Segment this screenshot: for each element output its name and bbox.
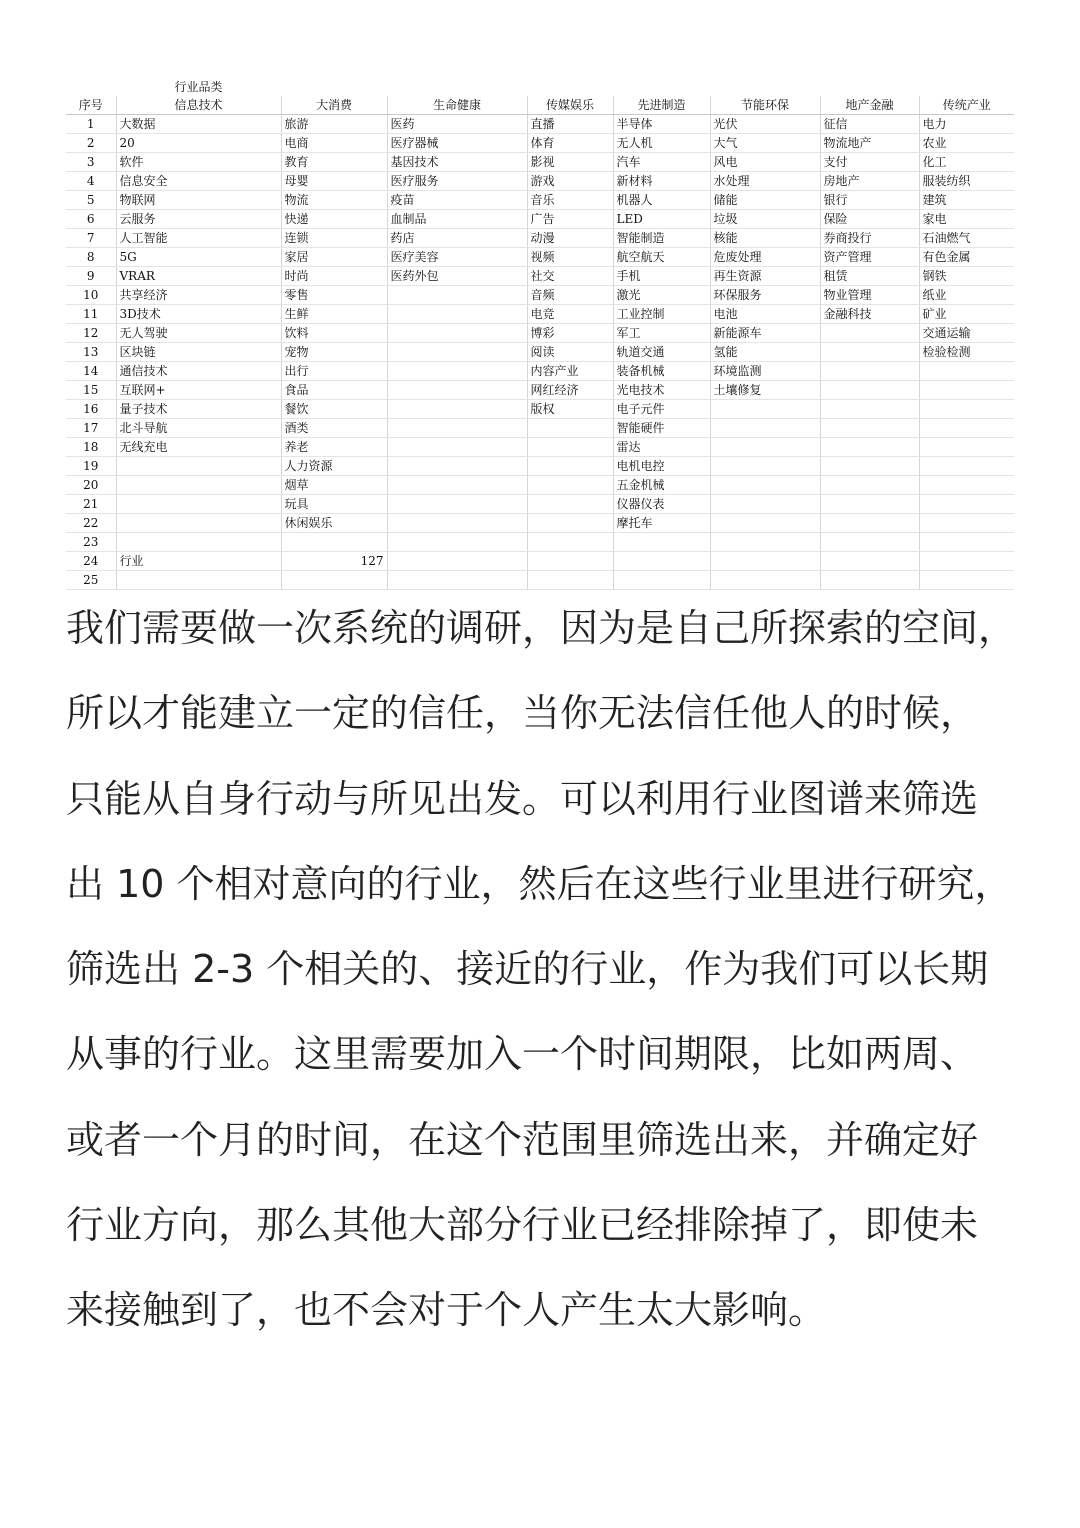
table-cell [527,495,613,514]
table-cell [116,533,281,552]
table-cell [820,381,919,400]
table-cell: 旅游 [281,115,387,134]
table-row [66,267,1014,286]
table-row [66,248,1014,267]
table-cell: 博彩 [527,324,613,343]
table-row [66,457,1014,476]
table-cell: 休闲娱乐 [281,514,387,533]
table-cell [919,400,1014,419]
table-row [66,153,1014,172]
table-cell [919,514,1014,533]
table-cell: 银行 [820,191,919,210]
table-cell: 5G [116,248,281,267]
table-cell: 风电 [710,153,820,172]
table-cell [919,438,1014,457]
super-header-label: 行业品类 [174,80,223,94]
table-cell: 母婴 [281,172,387,191]
table-cell: 量子技术 [116,400,281,419]
table-cell: 连锁 [281,229,387,248]
row-index-cell: 7 [66,229,116,248]
table-row [66,419,1014,438]
row-index-cell: 24 [66,552,116,571]
table-cell: 烟草 [281,476,387,495]
table-cell [820,457,919,476]
table-cell: 人力资源 [281,457,387,476]
table-cell [820,419,919,438]
table-cell [820,476,919,495]
table-cell [527,419,613,438]
table-cell: 房地产 [820,172,919,191]
table-cell: 征信 [820,115,919,134]
table-cell: 饮料 [281,324,387,343]
table-cell: 汽车 [613,153,710,172]
row-index-cell: 19 [66,457,116,476]
row-index-cell: 21 [66,495,116,514]
table-cell: 资产管理 [820,248,919,267]
row-index-cell: 20 [66,476,116,495]
table-cell: 新能源车 [710,324,820,343]
article-line: 出 10 个相对意向的行业，然后在这些行业里进行研究， [66,861,1013,906]
row-index-cell: 4 [66,172,116,191]
table-cell: 有色金属 [919,248,1014,267]
header-cell-media: 传媒娱乐 [527,96,613,115]
table-cell: 音乐 [527,191,613,210]
table-cell: 无人机 [613,134,710,153]
table-cell: 127 [281,552,387,571]
table-cell: 共享经济 [116,286,281,305]
table-cell: 雷达 [613,438,710,457]
table-cell [710,400,820,419]
table-cell: 餐饮 [281,400,387,419]
table-cell: 疫苗 [387,191,527,210]
table-cell: 五金机械 [613,476,710,495]
article-line: 行业方向，那么其他大部分行业已经排除掉了，即使未 [66,1203,979,1248]
table-cell: 时尚 [281,267,387,286]
table-cell [387,286,527,305]
table-cell: 生鲜 [281,305,387,324]
table-row [66,191,1014,210]
table-cell [116,514,281,533]
table-row [66,286,1014,305]
table-cell [527,438,613,457]
table-cell: 版权 [527,400,613,419]
article-line: 我们需要做一次系统的调研，因为是自己所探索的空间， [66,606,1017,650]
article-line: 所以才能建立一定的信任，当你无法信任他人的时候， [66,691,979,736]
table-cell: 药店 [387,229,527,248]
table-cell: 轨道交通 [613,343,710,362]
table-cell [527,514,613,533]
table-row [66,438,1014,457]
row-index-cell: 11 [66,305,116,324]
row-index-cell: 10 [66,286,116,305]
table-cell: 3D技术 [116,305,281,324]
table-cell [919,533,1014,552]
table-cell: 影视 [527,153,613,172]
table-cell [387,476,527,495]
table-row [66,134,1014,153]
table-cell: 快递 [281,210,387,229]
table-cell [710,476,820,495]
table-cell: 养老 [281,438,387,457]
table-cell: 军工 [613,324,710,343]
table-row [66,514,1014,533]
table-row [66,362,1014,381]
table-cell [527,533,613,552]
table-cell: 激光 [613,286,710,305]
table-cell: 酒类 [281,419,387,438]
table-cell: 宠物 [281,343,387,362]
table-cell: 光电技术 [613,381,710,400]
header-cell-health: 生命健康 [387,96,527,115]
table-cell: 电竞 [527,305,613,324]
table-cell: 半导体 [613,115,710,134]
table-cell: 钢铁 [919,267,1014,286]
row-index-cell: 25 [66,571,116,590]
table-cell [387,362,527,381]
row-index-cell: 1 [66,115,116,134]
table-cell: 网红经济 [527,381,613,400]
article-line: 筛选出 2-3 个相关的、接近的行业，作为我们可以长期 [66,947,989,992]
table-cell: 手机 [613,267,710,286]
row-index-cell: 16 [66,400,116,419]
article-line: 来接触到了，也不会对于个人产生太大影响。 [66,1288,827,1333]
table-cell [820,438,919,457]
table-cell: 电商 [281,134,387,153]
table-cell: 玩具 [281,495,387,514]
table-cell: 石油燃气 [919,229,1014,248]
table-cell [820,514,919,533]
article-line: 或者一个月的时间，在这个范围里筛选出来，并确定好 [66,1117,979,1162]
table-cell [919,419,1014,438]
table-cell: 化工 [919,153,1014,172]
table-cell [387,552,527,571]
header-cell-green: 节能环保 [710,96,820,115]
table-cell [116,457,281,476]
table-cell [919,476,1014,495]
table-cell: 出行 [281,362,387,381]
table-cell: 工业控制 [613,305,710,324]
table-cell [527,552,613,571]
table-cell: 医疗美容 [387,248,527,267]
table-cell [710,457,820,476]
table-cell: 储能 [710,191,820,210]
table-cell: 检验检测 [919,343,1014,362]
table-cell [387,514,527,533]
table-cell [710,495,820,514]
table-cell: 大数据 [116,115,281,134]
table-cell: 服装纺织 [919,172,1014,191]
table-cell: 直播 [527,115,613,134]
row-index-cell: 9 [66,267,116,286]
table-cell [710,533,820,552]
table-cell [710,514,820,533]
header-cell-index: 序号 [66,96,116,115]
industry-table [66,78,1014,590]
table-cell [527,476,613,495]
table-cell [919,457,1014,476]
table-cell: 20 [116,134,281,153]
table-cell [820,552,919,571]
table-cell [919,495,1014,514]
table-cell: 阅读 [527,343,613,362]
table-cell [387,419,527,438]
table-cell: 物流地产 [820,134,919,153]
table-cell [820,343,919,362]
table-cell: 动漫 [527,229,613,248]
table-cell: 无线充电 [116,438,281,457]
table-cell: 医药 [387,115,527,134]
table-cell [387,324,527,343]
table-cell: 软件 [116,153,281,172]
table-cell: 建筑 [919,191,1014,210]
table-cell [820,400,919,419]
table-cell: 教育 [281,153,387,172]
row-index-cell: 5 [66,191,116,210]
table-cell: 家电 [919,210,1014,229]
table-row [66,533,1014,552]
table-cell: 北斗导航 [116,419,281,438]
table-cell: 电机电控 [613,457,710,476]
table-cell [387,381,527,400]
table-cell: 新材料 [613,172,710,191]
table-cell: 食品 [281,381,387,400]
table-cell: 摩托车 [613,514,710,533]
table-cell: 互联网+ [116,381,281,400]
table-cell: 电子元件 [613,400,710,419]
table-cell: 零售 [281,286,387,305]
table-cell: 医疗器械 [387,134,527,153]
table-cell: 人工智能 [116,229,281,248]
header-cell-manufacturing: 先进制造 [613,96,710,115]
table-row [66,115,1014,134]
row-index-cell: 6 [66,210,116,229]
table-cell: 农业 [919,134,1014,153]
table-cell: 家居 [281,248,387,267]
table-cell: 支付 [820,153,919,172]
row-index-cell: 14 [66,362,116,381]
row-index-cell: 13 [66,343,116,362]
article-body [66,586,1036,1354]
table-cell [613,533,710,552]
table-cell: 基因技术 [387,153,527,172]
table-cell [527,457,613,476]
table-cell [820,533,919,552]
table-cell: 血制品 [387,210,527,229]
table-cell [387,533,527,552]
table-cell: 智能硬件 [613,419,710,438]
table-cell: 租赁 [820,267,919,286]
table-cell: 广告 [527,210,613,229]
table-cell: 社交 [527,267,613,286]
row-index-cell: 22 [66,514,116,533]
table-cell: 游戏 [527,172,613,191]
table-cell: 土壤修复 [710,381,820,400]
table-cell: 音频 [527,286,613,305]
table-cell [820,495,919,514]
table-cell: 环境监测 [710,362,820,381]
table-row [66,495,1014,514]
row-index-cell: 8 [66,248,116,267]
table-cell: 医药外包 [387,267,527,286]
table-row [66,552,1014,571]
table-cell [919,362,1014,381]
table-cell: 仪器仪表 [613,495,710,514]
table-cell [387,343,527,362]
table-cell: 内容产业 [527,362,613,381]
table-cell: 无人驾驶 [116,324,281,343]
row-index-cell: 15 [66,381,116,400]
table-cell [387,305,527,324]
table-row [66,400,1014,419]
table-cell: 垃圾 [710,210,820,229]
row-index-cell: 3 [66,153,116,172]
table-cell: 物联网 [116,191,281,210]
table-cell: 医疗服务 [387,172,527,191]
table-cell: 危废处理 [710,248,820,267]
table-cell: 装备机械 [613,362,710,381]
table-header-row [66,96,1014,115]
table-row [66,229,1014,248]
table-cell: VRAR [116,267,281,286]
table-cell: 光伏 [710,115,820,134]
table-row [66,476,1014,495]
table-cell: 券商投行 [820,229,919,248]
table-cell: 云服务 [116,210,281,229]
table-cell: 水处理 [710,172,820,191]
table-cell: 体育 [527,134,613,153]
table-cell: 大气 [710,134,820,153]
table-cell: 物流 [281,191,387,210]
row-index-cell: 17 [66,419,116,438]
table-cell: 再生资源 [710,267,820,286]
table-cell: 物业管理 [820,286,919,305]
table-cell: 区块链 [116,343,281,362]
table-cell [710,419,820,438]
table-cell: 信息安全 [116,172,281,191]
row-index-cell: 18 [66,438,116,457]
table-cell [919,552,1014,571]
table-cell: LED [613,210,710,229]
table-cell: 金融科技 [820,305,919,324]
table-cell: 机器人 [613,191,710,210]
row-index-cell: 12 [66,324,116,343]
table-cell [387,495,527,514]
article-line: 只能从自身行动与所见出发。可以利用行业图谱来筛选 [66,776,979,821]
table-cell: 交通运输 [919,324,1014,343]
table-cell: 电力 [919,115,1014,134]
table-cell [387,438,527,457]
industry-spreadsheet-image [66,78,1014,587]
table-cell: 矿业 [919,305,1014,324]
table-cell: 航空航天 [613,248,710,267]
table-cell [116,495,281,514]
table-cell: 纸业 [919,286,1014,305]
table-super-header-row [66,78,1014,96]
header-cell-it: 信息技术 [116,96,281,115]
article-line: 从事的行业。这里需要加入一个时间期限，比如两周、 [66,1032,979,1077]
row-index-cell: 2 [66,134,116,153]
table-cell [387,400,527,419]
table-row [66,324,1014,343]
table-cell: 通信技术 [116,362,281,381]
table-cell [116,476,281,495]
table-cell [919,381,1014,400]
table-row [66,210,1014,229]
table-cell: 保险 [820,210,919,229]
table-cell: 行业 [116,552,281,571]
header-cell-realestate-finance: 地产金融 [820,96,919,115]
table-cell [281,533,387,552]
table-cell: 电池 [710,305,820,324]
header-cell-traditional: 传统产业 [919,96,1014,115]
table-cell: 环保服务 [710,286,820,305]
table-cell [710,438,820,457]
table-cell: 智能制造 [613,229,710,248]
table-row [66,305,1014,324]
row-index-cell: 23 [66,533,116,552]
table-row [66,343,1014,362]
table-cell [387,457,527,476]
table-row [66,172,1014,191]
table-cell: 氢能 [710,343,820,362]
table-cell [820,362,919,381]
header-cell-consumer: 大消费 [281,96,387,115]
table-cell [613,552,710,571]
table-cell [820,324,919,343]
table-cell: 核能 [710,229,820,248]
table-row [66,381,1014,400]
table-cell: 视频 [527,248,613,267]
table-cell [710,552,820,571]
